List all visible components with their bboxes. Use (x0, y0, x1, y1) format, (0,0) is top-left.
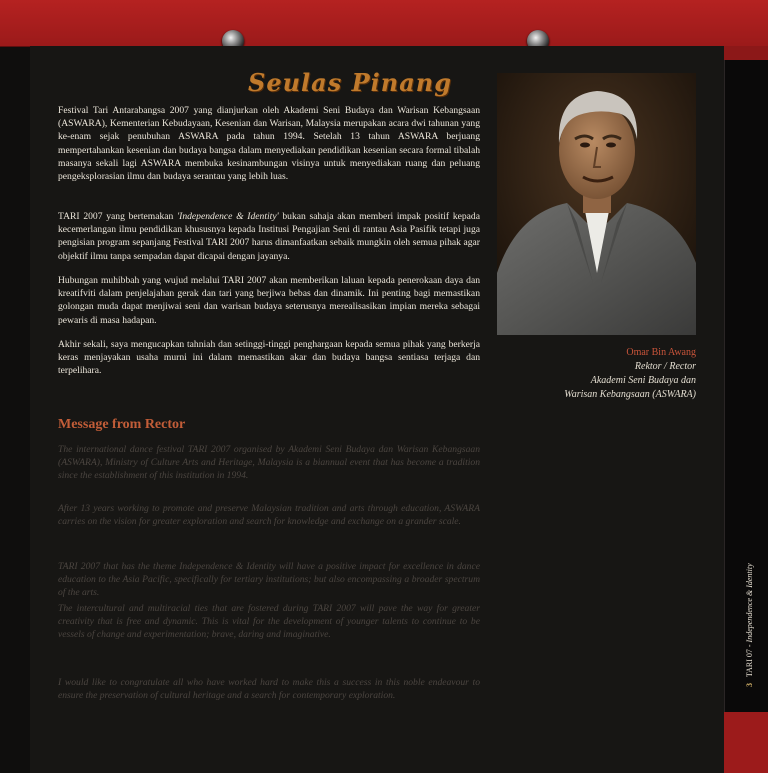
english-paragraph-2: After 13 years working to promote and preserve Malaysian tradition and arts through education, ASWARA carries on the vision for greater exploration and search for knowledge and exchange on a grander scale. (58, 503, 480, 528)
page-number: 3 (745, 683, 754, 687)
side-strip-red-bottom (724, 712, 768, 773)
malay-paragraph-2-theme: 'Independence & Identity' (177, 211, 279, 222)
caption-role: Rektor / Rector (634, 361, 696, 372)
side-label: 3 TARI 07 - Independence & Identity (745, 563, 754, 687)
malay-paragraph-4: Akhir sekali, saya mengucapkan tahniah dan setinggi-tinggi penghargaan kepada semua pihak yang berkerja keras menjayakan usaha murni ini dalam memastikan akar dan budaya bangsa sentiasa terjaga dan terpelihara. (58, 339, 480, 377)
page-title: Seulas Pinang (248, 68, 452, 97)
malay-paragraph-2 (58, 210, 480, 263)
caption-org-line2: Warisan Kebangsaan (ASWARA) (564, 389, 696, 400)
photo-caption (500, 346, 696, 402)
english-paragraph-3: TARI 2007 that has the theme Independence & Identity will have a positive impact for excellence in dance education to the Asia Pacific, specifically for tertiary institutions; but also encompassing a broader spectrum of the arts. (58, 561, 480, 599)
english-paragraph-1: The international dance festival TARI 2007 organised by Akademi Seni Budaya dan Warisan Kebangsaan (ASWARA), Ministry of Culture Arts and Heritage, Malaysia is a biannual event that has become a tradition since the establishment of this institution in 1994. (58, 444, 480, 482)
side-event: TARI 07 (745, 649, 754, 678)
english-paragraph-4: The intercultural and multiracial ties that are fostered during TARI 2007 will pave the way for greater creativity that is free and dynamic. This is vital for the development of younger talents to continue to be vessels of change and experimentation; brave, daring and imaginative. (58, 603, 480, 641)
malay-paragraph-2-end: bukan sahaja akan memberi impak positif kepada kecemerlangan ilmu pendidikan khususnya kepada Institusi Pengajian Seni di rantau Asia Pasifik tetapi juga pengisian program sepanjang Festival TARI 2007 harus dimanfaatkan sebaik mungkin oleh semua pihak agar objektif ilmu tanpa sempadan dapat dicapai dengan jayanya. (58, 211, 480, 262)
message-heading: Message from Rector (58, 417, 186, 432)
caption-name: Omar Bin Awang (626, 347, 696, 358)
side-theme: Independence & Identity (745, 563, 754, 643)
caption-org-line1: Akademi Seni Budaya dan (590, 375, 696, 386)
side-strip-red-top (724, 46, 768, 60)
top-red-band (0, 0, 768, 47)
malay-paragraph-2-start: TARI 2007 yang bertemakan (58, 211, 178, 222)
english-paragraph-5: I would like to congratulate all who have worked hard to make this a success in this noble endeavour to ensure the preservation of cultural heritage and a search for contemporary exploration. (58, 677, 480, 702)
malay-paragraph-3: Hubungan muhibbah yang wujud melalui TARI 2007 akan memberikan laluan kepada penerokaan daya dan kreatifviti dalam penjelajahan gerak dan tari yang berjiwa bebas dan dinamik. Ini penting bagi memastikan golongan muda dapat menjiwai seni dan warisan budaya seterusnya merealisasikan impian mereka sebagai pewaris di masa hadapan. (58, 275, 480, 326)
rector-photo (497, 73, 696, 335)
malay-paragraph-1: Festival Tari Antarabangsa 2007 yang dianjurkan oleh Akademi Seni Budaya dan Warisan Kebangsaan (ASWARA), Kementerian Kebudayaan, Kesenian dan Warisan, Malaysia merupakan acara dwi tahunan yang ke-enam sejak penubuhan ASWARA pada tahun 1994. Setelah 13 tahun ASWARA berjuang mempertahankan kesenian dan budaya bangsa dalam menyediakan pendidikan kesenian secara formal tibalah masanya sekali lagi ASWARA membuka kesinambungan visinya untuk menyediakan ruang dan peluang pengeksplorasian ilmu dan budaya serantau yang lebih luas. (58, 105, 480, 183)
rector-portrait-illustration (497, 73, 696, 335)
